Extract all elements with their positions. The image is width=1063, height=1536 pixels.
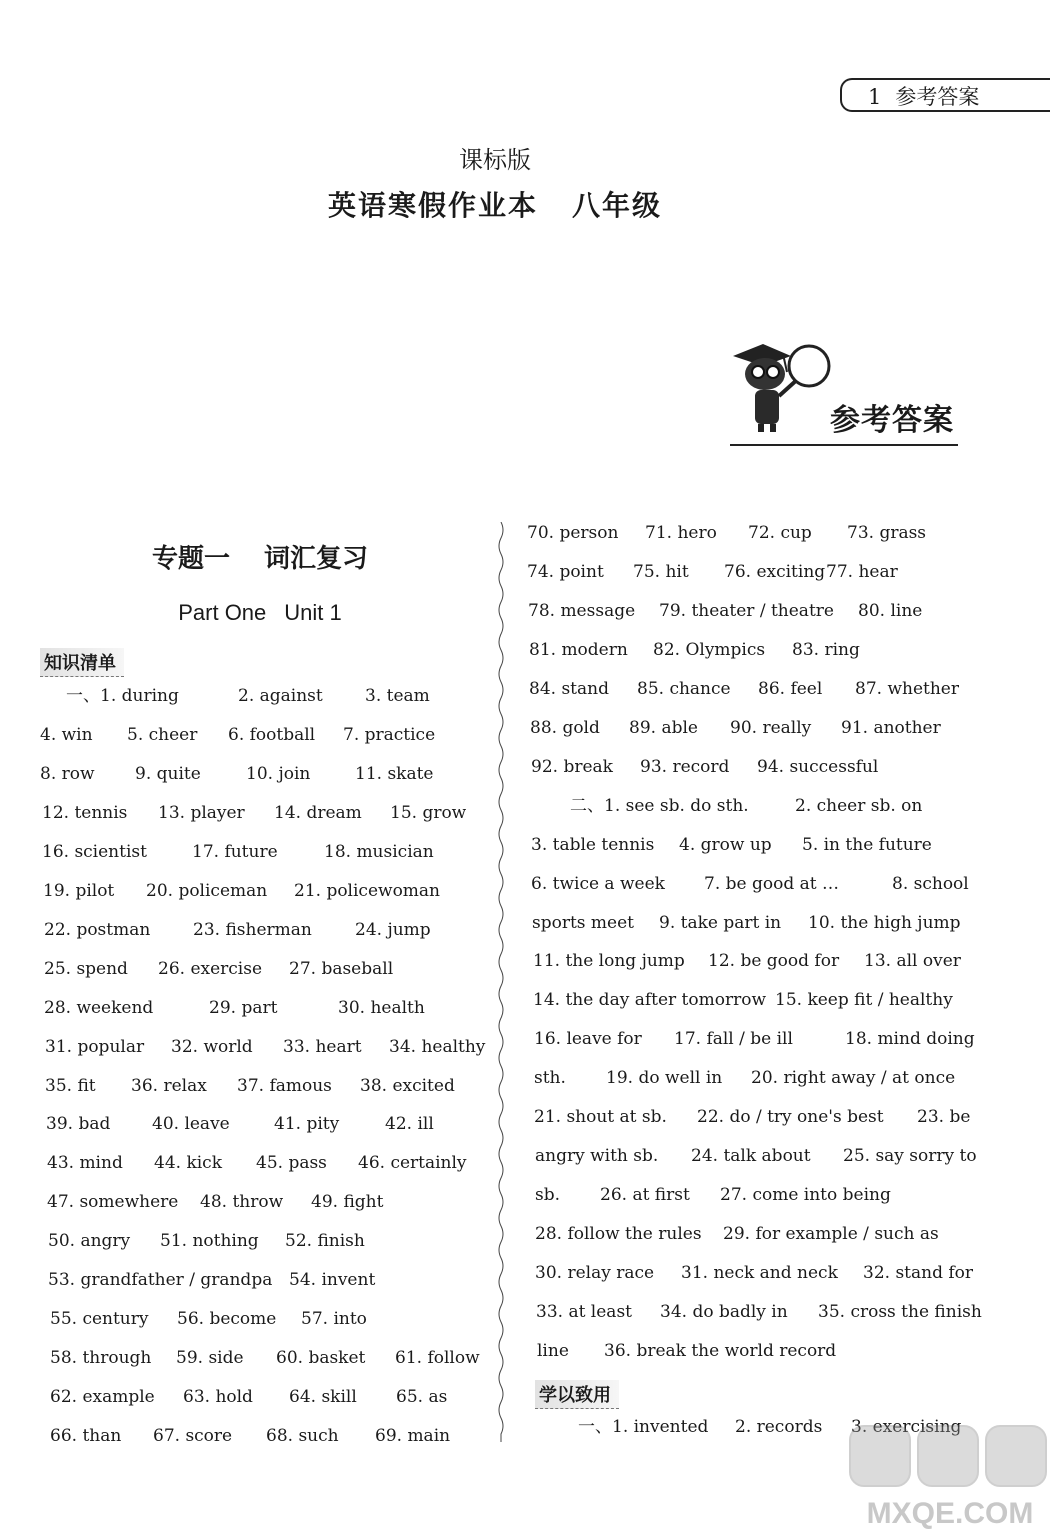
answer-item: 63. hold bbox=[183, 1387, 253, 1408]
answer-item: 25. spend bbox=[44, 958, 128, 979]
answer-item: 3. exercising bbox=[851, 1417, 962, 1437]
answer-item: 40. leave bbox=[152, 1114, 230, 1135]
answer-item: 49. fight bbox=[311, 1192, 384, 1213]
answer-item: 79. theater / theatre bbox=[659, 600, 834, 621]
answer-item: 65. as bbox=[396, 1387, 448, 1408]
answer-item: 32. world bbox=[171, 1036, 253, 1057]
answer-item: sports meet bbox=[532, 912, 634, 933]
answer-item: 68. such bbox=[266, 1426, 339, 1447]
answer-item: 80. line bbox=[858, 600, 923, 621]
answer-item: 30. health bbox=[338, 997, 425, 1018]
topic-heading bbox=[40, 538, 480, 575]
answer-item: 4. grow up bbox=[679, 834, 772, 855]
part-heading bbox=[40, 600, 480, 626]
answer-item: 35. cross the finish bbox=[818, 1302, 982, 1322]
answer-item: 12. tennis bbox=[42, 802, 128, 823]
answer-item: angry with sb. bbox=[535, 1146, 659, 1167]
answer-item: 38. excited bbox=[360, 1075, 455, 1096]
book-title-main: 英语寒假作业本 bbox=[327, 189, 538, 222]
edition-label: 课标版 bbox=[459, 146, 531, 174]
answer-item: 46. certainly bbox=[358, 1153, 467, 1174]
answer-item: 11. the long jump bbox=[533, 951, 685, 972]
answer-item: 57. into bbox=[301, 1309, 367, 1330]
answer-item: 二、1. see sb. do sth. bbox=[570, 795, 749, 816]
answer-item: 36. break the world record bbox=[604, 1340, 837, 1361]
answer-item: 2. records bbox=[735, 1417, 823, 1437]
answer-item: 44. kick bbox=[154, 1153, 222, 1174]
answer-item: 56. become bbox=[177, 1309, 277, 1330]
answer-item: 59. side bbox=[176, 1348, 244, 1369]
answer-item: 83. ring bbox=[792, 639, 860, 660]
answer-item: sth. bbox=[534, 1068, 566, 1089]
answer-item: 26. at first bbox=[600, 1185, 690, 1206]
answer-item: 3. team bbox=[365, 686, 430, 706]
answer-item: 86. feel bbox=[758, 678, 823, 699]
answer-item: 23. fisherman bbox=[193, 919, 312, 940]
banner-underline bbox=[730, 444, 958, 446]
topic-name: 词汇复习 bbox=[264, 544, 369, 574]
answer-item: 76. exciting bbox=[724, 561, 826, 582]
answer-item: 29. part bbox=[209, 997, 278, 1018]
answer-item: 一、1. during bbox=[66, 686, 179, 706]
answer-item: 77. hear bbox=[826, 561, 898, 582]
page-number: 1 bbox=[868, 85, 882, 109]
answer-item: 18. musician bbox=[324, 841, 434, 862]
answer-item: 33. at least bbox=[536, 1302, 632, 1322]
section-tag-knowledge: 知识清单 bbox=[40, 648, 124, 677]
answer-item: 75. hit bbox=[633, 561, 689, 582]
answer-item: 73. grass bbox=[847, 523, 927, 543]
answer-item: 16. leave for bbox=[534, 1029, 642, 1050]
answer-item: line bbox=[537, 1340, 569, 1361]
answer-item: 66. than bbox=[50, 1426, 122, 1447]
answer-item: 34. healthy bbox=[389, 1036, 486, 1057]
answer-item: 一、1. invented bbox=[578, 1417, 709, 1437]
answer-item: 89. able bbox=[629, 717, 698, 738]
answer-item: 47. somewhere bbox=[47, 1192, 179, 1213]
answer-item: 78. message bbox=[528, 600, 636, 621]
answer-item: 64. skill bbox=[289, 1387, 357, 1408]
answer-item: 84. stand bbox=[529, 678, 609, 699]
answer-item: 21. shout at sb. bbox=[534, 1107, 667, 1128]
answer-item: 31. popular bbox=[45, 1036, 145, 1057]
answer-item: 28. weekend bbox=[44, 997, 154, 1018]
answer-item: 29. for example / such as bbox=[723, 1224, 939, 1245]
answer-item: 36. relax bbox=[131, 1075, 207, 1096]
answer-item: 90. really bbox=[730, 717, 812, 738]
answer-item: 13. player bbox=[158, 802, 245, 823]
answer-item: 33. heart bbox=[283, 1036, 362, 1057]
answer-item: 12. be good for bbox=[708, 951, 840, 972]
answer-item: 61. follow bbox=[395, 1348, 480, 1369]
answer-item: 8. row bbox=[40, 763, 95, 784]
page-header-tab bbox=[840, 78, 1050, 112]
answer-item: 3. table tennis bbox=[531, 834, 655, 855]
answer-item: 27. come into being bbox=[720, 1185, 891, 1206]
answer-item: 37. famous bbox=[237, 1075, 332, 1096]
answer-item: 16. scientist bbox=[42, 841, 147, 862]
answer-item: 27. baseball bbox=[289, 958, 394, 979]
answer-item: 9. take part in bbox=[659, 912, 782, 933]
answer-item: 2. against bbox=[238, 686, 323, 706]
answer-item: 8. school bbox=[892, 873, 969, 894]
answer-item: 42. ill bbox=[385, 1114, 434, 1135]
answer-item: 71. hero bbox=[645, 523, 717, 543]
answer-item: 7. be good at … bbox=[704, 873, 839, 894]
answer-item: 58. through bbox=[50, 1348, 152, 1369]
answer-item: 15. grow bbox=[390, 802, 467, 823]
answer-item: 41. pity bbox=[274, 1114, 340, 1135]
answer-item: 43. mind bbox=[47, 1153, 123, 1174]
column-divider bbox=[496, 522, 506, 1442]
answer-item: 10. join bbox=[246, 763, 311, 784]
section-tag-apply: 学以致用 bbox=[535, 1380, 619, 1409]
answer-item: 15. keep fit / healthy bbox=[775, 990, 953, 1011]
answer-item: 28. follow the rules bbox=[535, 1224, 702, 1245]
answer-item: 25. say sorry to bbox=[843, 1146, 977, 1167]
answer-item: 51. nothing bbox=[160, 1231, 259, 1252]
watermark-url: MXQE.COM bbox=[866, 1497, 1034, 1530]
answer-item: 14. dream bbox=[274, 802, 362, 823]
answer-item: 39. bad bbox=[46, 1114, 111, 1135]
answer-item: 82. Olympics bbox=[653, 639, 766, 660]
answers-banner: 参考答案 bbox=[830, 403, 954, 438]
answer-item: 5. in the future bbox=[802, 834, 932, 855]
unit-label: Unit 1 bbox=[284, 600, 342, 625]
answer-item: 85. chance bbox=[637, 678, 731, 699]
answer-item: 14. the day after tomorrow bbox=[533, 990, 767, 1011]
answer-item: 52. finish bbox=[285, 1231, 365, 1252]
answer-item: 11. skate bbox=[355, 763, 434, 784]
answer-item: 94. successful bbox=[757, 756, 879, 777]
book-title-grade: 八年级 bbox=[572, 189, 663, 222]
answer-item: 69. main bbox=[375, 1426, 451, 1447]
answer-item: 91. another bbox=[841, 717, 941, 738]
book-title bbox=[0, 184, 990, 224]
answer-item: 67. score bbox=[153, 1426, 233, 1447]
answer-item: 17. fall / be ill bbox=[674, 1029, 793, 1050]
answer-item: 74. point bbox=[527, 561, 604, 582]
answer-item: 22. do / try one's best bbox=[697, 1107, 884, 1128]
answer-item: 30. relay race bbox=[535, 1263, 655, 1284]
answer-item: 20. right away / at once bbox=[751, 1068, 956, 1089]
answer-item: 10. the high jump bbox=[808, 912, 961, 933]
answer-item: 2. cheer sb. on bbox=[795, 795, 923, 816]
answer-item: 6. football bbox=[228, 724, 316, 745]
answer-item: 92. break bbox=[531, 756, 613, 777]
answer-item: 18. mind doing bbox=[845, 1029, 975, 1050]
answer-item: 35. fit bbox=[45, 1075, 96, 1096]
answer-item: 6. twice a week bbox=[531, 873, 665, 894]
answer-item: 87. whether bbox=[855, 678, 959, 699]
answer-item: 7. practice bbox=[343, 724, 436, 745]
answer-item: 22. postman bbox=[44, 919, 151, 940]
answer-item: 20. policeman bbox=[146, 880, 268, 901]
answer-item: 88. gold bbox=[530, 717, 600, 738]
answer-item: 93. record bbox=[640, 756, 730, 777]
topic-label: 专题一 bbox=[151, 544, 230, 574]
answer-item: 32. stand for bbox=[863, 1263, 974, 1284]
answer-item: 5. cheer bbox=[127, 724, 198, 745]
answer-item: 60. basket bbox=[276, 1348, 366, 1369]
answer-item: 72. cup bbox=[748, 523, 812, 543]
answer-item: 17. future bbox=[192, 841, 278, 862]
answer-item: 54. invent bbox=[289, 1270, 376, 1291]
answer-item: 4. win bbox=[40, 724, 93, 745]
answer-item: 24. talk about bbox=[691, 1146, 811, 1167]
answer-item: 19. do well in bbox=[606, 1068, 723, 1089]
answer-item: 9. quite bbox=[135, 763, 201, 784]
header-title: 参考答案 bbox=[895, 85, 980, 109]
answer-item: 81. modern bbox=[529, 639, 628, 660]
answer-item: 34. do badly in bbox=[660, 1302, 788, 1322]
answer-item: 31. neck and neck bbox=[681, 1263, 838, 1284]
answer-item: 50. angry bbox=[48, 1231, 131, 1252]
answer-item: 48. throw bbox=[200, 1192, 284, 1213]
answer-item: 13. all over bbox=[864, 951, 961, 972]
answer-item: 21. policewoman bbox=[294, 880, 441, 901]
answer-item: 62. example bbox=[50, 1387, 155, 1408]
answer-item: 53. grandfather / grandpa bbox=[48, 1270, 273, 1291]
part-label: Part One bbox=[178, 600, 267, 625]
answer-item: 23. be bbox=[917, 1107, 971, 1128]
answer-item: sb. bbox=[535, 1185, 561, 1206]
answer-item: 24. jump bbox=[355, 919, 431, 940]
answer-item: 45. pass bbox=[256, 1153, 327, 1174]
answer-item: 70. person bbox=[527, 523, 619, 543]
answer-item: 19. pilot bbox=[43, 880, 115, 901]
watermark-logo-icon bbox=[840, 1418, 1063, 1536]
answer-item: 26. exercise bbox=[158, 958, 263, 979]
answer-item: 55. century bbox=[50, 1309, 149, 1330]
